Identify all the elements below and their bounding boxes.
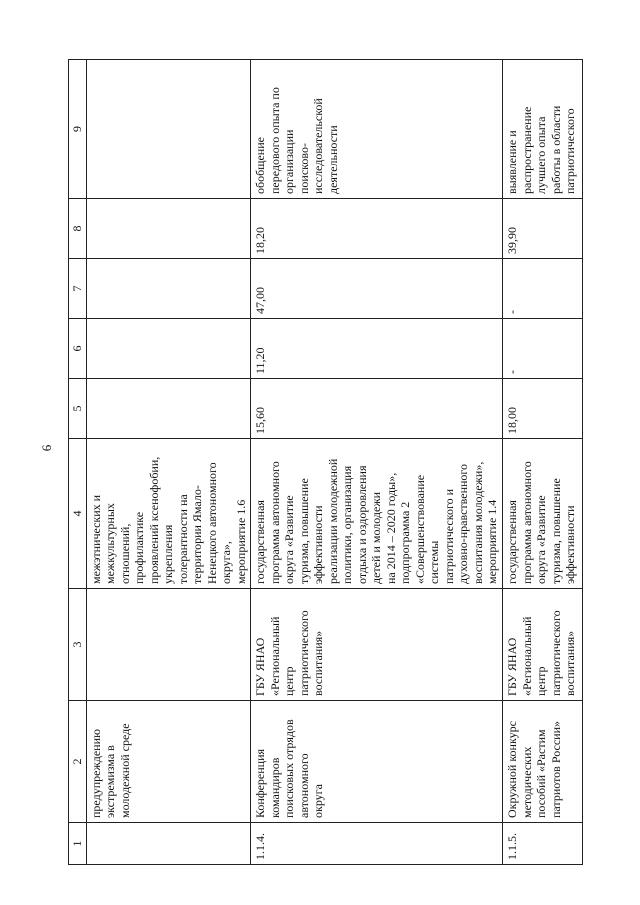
column-header: 7 [69,259,87,319]
value-cell: - [503,319,583,379]
table-row [251,60,503,865]
executor-cell [86,589,251,701]
executor-cell: ГБУ ЯНАО «Региональный центр патриотического воспитания» [503,589,583,701]
item-number-cell: 1.1.4. [251,823,503,865]
value-cell: 18,00 [503,379,583,439]
program-reference-cell: межэтнических и межкультурных отношений, профилактике проявлений ксенофобии, укрепления толерантности на территории Ямало- Ненецкого автономного округа», мероприятие 1.6 [86,439,251,589]
value-cell: - [503,259,583,319]
column-header: 8 [69,199,87,259]
value-cell [86,259,251,319]
program-table [68,59,583,865]
executor-cell: ГБУ ЯНАО «Региональный центр патриотического воспитания» [251,589,503,701]
column-header: 3 [69,589,87,701]
column-header: 5 [69,379,87,439]
event-name-cell: Окружной конкурс методических пособий «Растим патриотов России» [503,701,583,823]
column-header: 4 [69,439,87,589]
table-row [503,60,583,865]
result-cell: обобщение передового опыта по организации поисково- исследовательской деятельности [251,60,503,199]
header-row [69,60,87,865]
value-cell [86,319,251,379]
value-cell [86,379,251,439]
column-header: 9 [69,60,87,199]
program-reference-cell: государственная программа автономного округа «Развитие туризма, повышение эффективности [503,439,583,589]
rotated-table-container [68,60,583,865]
value-cell: 15,60 [251,379,503,439]
value-cell: 39,90 [503,199,583,259]
value-cell: 18,20 [251,199,503,259]
column-header: 6 [69,319,87,379]
value-cell: 11,20 [251,319,503,379]
page-number: 6 [39,444,54,452]
column-header: 1 [69,823,87,865]
event-name-cell: предупреждению экстремизма в молодежной среде [86,701,251,823]
table-row [86,60,251,865]
value-cell: 47,00 [251,259,503,319]
result-cell [86,60,251,199]
column-header: 2 [69,701,87,823]
item-number-cell [86,823,251,865]
program-reference-cell: государственная программа автономного округа «Развитие туризма, повышение эффективности реализации молодежной политики, организация отдыха и оздоровления детей и молодежи на 2014 – 2020 годы», подпрограмма 2 «Совершенствование системы патриотического и духовно-нравственного воспитания молодежи», мероприятие 1.4 [251,439,503,589]
event-name-cell: Конференция командиров поисковых отрядов автономного округа [251,701,503,823]
item-number-cell: 1.1.5. [503,823,583,865]
result-cell: выявление и распространение лучшего опыта работы в области патриотического [503,60,583,199]
value-cell [86,199,251,259]
